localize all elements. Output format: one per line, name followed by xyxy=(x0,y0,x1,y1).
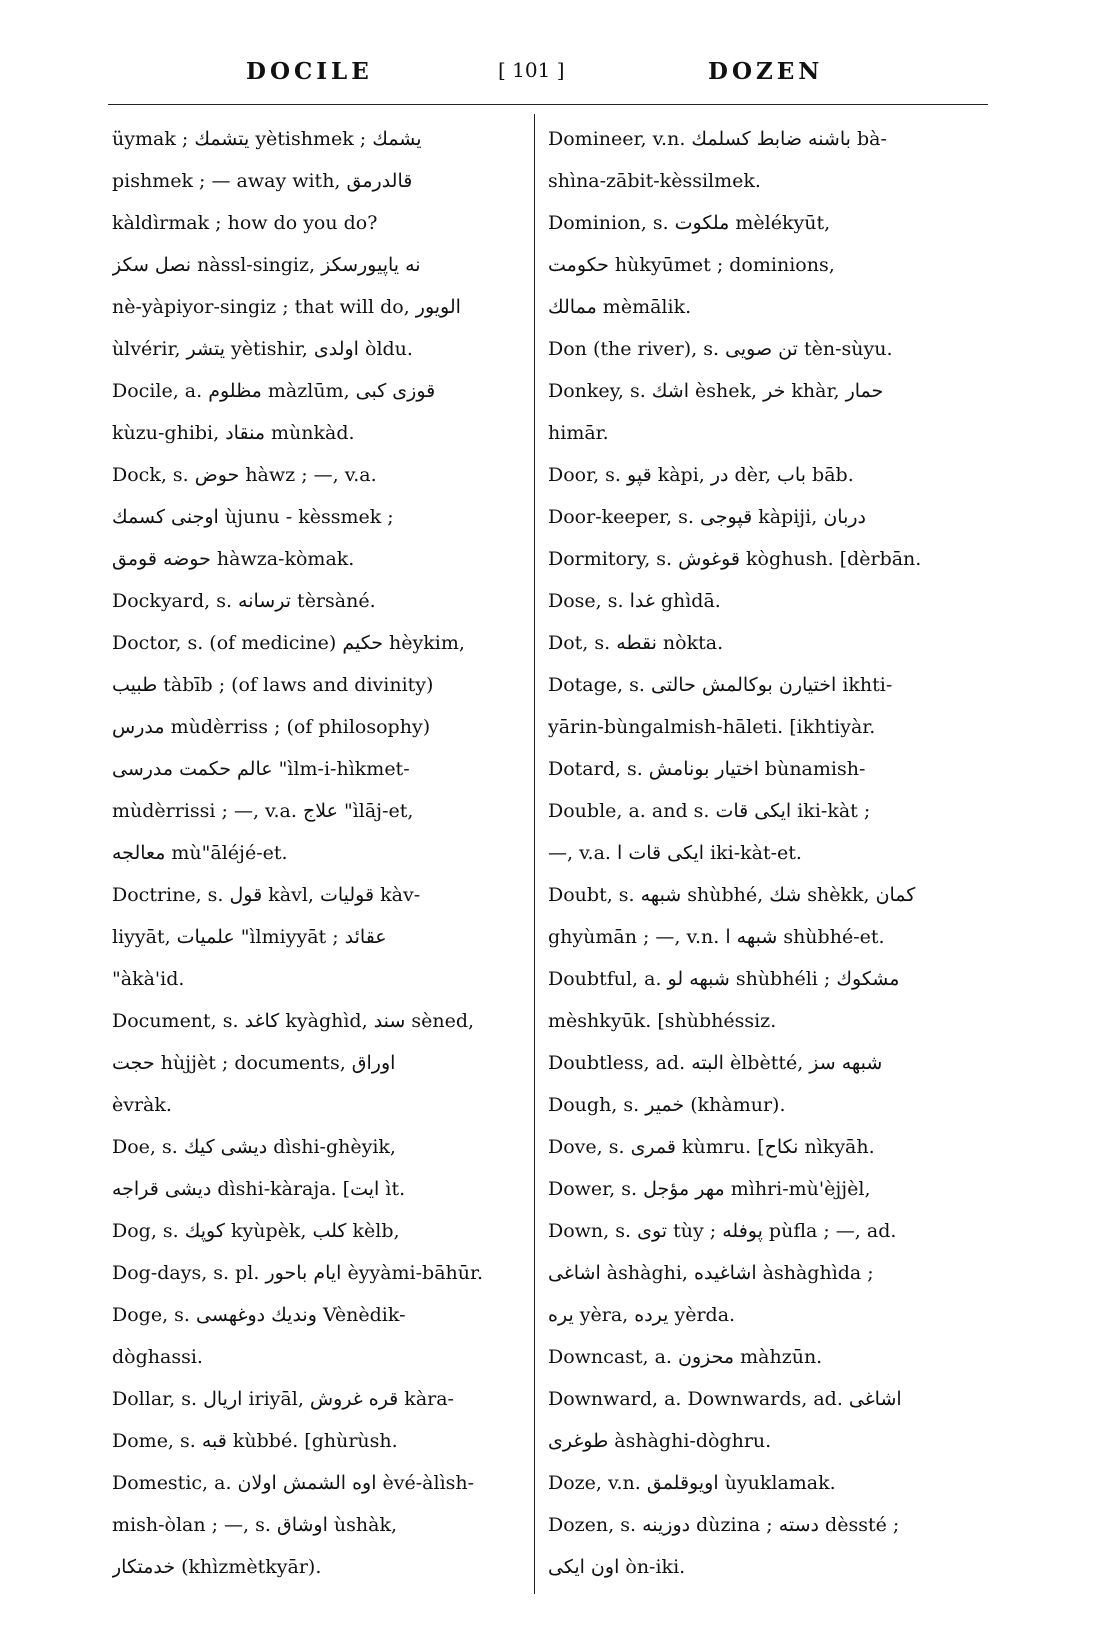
dictionary-line: Dot, s. نقطه nòkta. xyxy=(548,632,724,654)
dictionary-line: Dough, s. خمير (khàmur). xyxy=(548,1094,786,1116)
dictionary-line: Doctrine, s. قول kàvl, قوليات kàv- xyxy=(112,884,421,906)
dictionary-line: Dove, s. قمرى kùmru. [نكاح nìkyāh. xyxy=(548,1136,875,1158)
dictionary-line: kàldìrmak ; how do you do? xyxy=(112,212,378,234)
dictionary-line: اشاغى àshàghi, اشاغيده àshàghìda ; xyxy=(548,1262,874,1284)
dictionary-line: Dollar, s. اريال iriyāl, قره غروش kàra- xyxy=(112,1388,454,1410)
dictionary-line: Document, s. كاغد kyàghìd, سند sèned, xyxy=(112,1010,475,1032)
dictionary-line: Domineer, v.n. باشنه ضابط كسلمك bà- xyxy=(548,128,887,150)
dictionary-line: liyyāt, علميات "ìlmiyyāt ; عقائد xyxy=(112,926,387,948)
dictionary-line: Double, a. and s. ايكى قات iki-kàt ; xyxy=(548,800,871,822)
dictionary-line: Door, s. قپو kàpi, در dèr, باب bāb. xyxy=(548,464,854,486)
dictionary-line: ممالك mèmālik. xyxy=(548,296,692,318)
dictionary-line: shìna-zābit-kèssilmek. xyxy=(548,170,761,192)
dictionary-line: Dozen, s. دوزينه dùzina ; دسته dèssté ; xyxy=(548,1514,900,1536)
dictionary-line: حوضه قومق hàwza-kòmak. xyxy=(112,548,355,570)
dictionary-line: ghyùmān ; —, v.n. شبهه ا shùbhé-et. xyxy=(548,926,885,948)
dictionary-line: يره yèra, يرده yèrda. xyxy=(548,1304,736,1326)
dictionary-line: pishmek ; — away with, قالدرمق xyxy=(112,170,413,192)
dictionary-line: اون ايكى òn-iki. xyxy=(548,1556,686,1578)
dictionary-line: Docile, a. مظلوم màzlūm, قوزى كبى xyxy=(112,380,436,402)
dictionary-line: nè-yàpiyor-singiz ; that will do, الويور xyxy=(112,296,461,318)
dictionary-line: "àkà'id. xyxy=(112,968,185,990)
header-first-word: DOCILE xyxy=(246,58,373,85)
dictionary-line: yārin-bùngalmish-hāleti. [ikhtiyàr. xyxy=(548,716,876,738)
dictionary-line: مدرس mùdèrriss ; (of philosophy) xyxy=(112,716,431,738)
dictionary-line: dòghassi. xyxy=(112,1346,203,1368)
dictionary-line: Dormitory, s. قوغوش kòghush. [dèrbān. xyxy=(548,548,922,570)
dictionary-line: ùlvérir, يتشر yètishir, اولدى òldu. xyxy=(112,338,413,360)
dictionary-line: Downcast, a. محزون màhzūn. xyxy=(548,1346,823,1368)
header-rule xyxy=(108,104,988,105)
dictionary-line: Don (the river), s. تن صويى tèn-sùyu. xyxy=(548,338,893,360)
dictionary-line: Downward, a. Downwards, ad. اشاغى xyxy=(548,1388,902,1410)
dictionary-line: èvràk. xyxy=(112,1094,172,1116)
dictionary-line: Doge, s. ونديك دوغهسى Vènèdik- xyxy=(112,1304,406,1326)
dictionary-line: Door-keeper, s. قپوجى kàpiji, دربان xyxy=(548,506,866,528)
left-column xyxy=(112,118,518,1588)
dictionary-line: mish-òlan ; —, s. اوشاق ùshàk, xyxy=(112,1514,398,1536)
dictionary-line: Down, s. توى tùy ; پوفله pùfla ; —, ad. xyxy=(548,1220,897,1242)
dictionary-line: طبيب tàbīb ; (of laws and divinity) xyxy=(112,674,434,696)
dictionary-line: Dockyard, s. ترسانه tèrsàné. xyxy=(112,590,376,612)
right-column xyxy=(548,118,954,1588)
dictionary-line: Dose, s. غدا ghìdā. xyxy=(548,590,721,612)
header-last-word: DOZEN xyxy=(708,58,824,85)
dictionary-line: اوجنى كسمك ùjunu - kèssmek ; xyxy=(112,506,394,528)
column-divider xyxy=(534,114,535,1594)
dictionary-line: Dotage, s. اختيارن بوكالمش حالتى ikhti- xyxy=(548,674,893,696)
dictionary-line: Dominion, s. ملكوت mèlékyūt, xyxy=(548,212,831,234)
dictionary-line: طوغرى àshàghi-dòghru. xyxy=(548,1430,772,1452)
dictionary-line: Dog-days, s. pl. ايام باحور èyyàmi-bāhūr. xyxy=(112,1262,484,1284)
dictionary-line: himār. xyxy=(548,422,609,444)
dictionary-line: Dome, s. قبه kùbbé. [ghùrùsh. xyxy=(112,1430,398,1452)
dictionary-line: Doubtless, ad. البته èlbètté, شبهه سز xyxy=(548,1052,883,1074)
dictionary-line: حكومت hùkyūmet ; dominions, xyxy=(548,254,835,276)
dictionary-line: ديشى قراجه dìshi-kàraja. [ايت ìt. xyxy=(112,1178,406,1200)
dictionary-line: حجت hùjjèt ; documents, اوراق xyxy=(112,1052,396,1074)
dictionary-line: Dower, s. مهر مؤجل mìhri-mù'èjjèl, xyxy=(548,1178,871,1200)
dictionary-line: Domestic, a. اوه الشمش اولان èvé-àlìsh- xyxy=(112,1472,475,1494)
dictionary-line: Donkey, s. اشك èshek, خر khàr, حمار xyxy=(548,380,884,402)
dictionary-line: خدمتكار (khìzmètkyār). xyxy=(112,1556,322,1578)
dictionary-line: Doubt, s. شبهه shùbhé, شك shèkk, كمان xyxy=(548,884,916,906)
dictionary-line: Dotard, s. اختيار بونامش bùnamish- xyxy=(548,758,866,780)
dictionary-line: عالم حكمت مدرسى "ìlm-i-hìkmet- xyxy=(112,758,410,780)
dictionary-line: —, v.a. ايكى قات ا iki-kàt-et. xyxy=(548,842,802,864)
dictionary-line: نصل سكز nàssl-singiz, نه ياپيورسكز xyxy=(112,254,421,276)
dictionary-line: Dog, s. كوپك kyùpèk, كلب kèlb, xyxy=(112,1220,400,1242)
dictionary-line: mùdèrrissi ; —, v.a. علاج "ìlāj-et, xyxy=(112,800,414,822)
dictionary-line: üymak ; يتشمك yètishmek ; يشمك xyxy=(112,128,422,150)
dictionary-line: kùzu-ghibi, منقاد mùnkàd. xyxy=(112,422,355,444)
page-number: [ 101 ] xyxy=(498,58,565,82)
dictionary-line: Doubtful, a. شبهه لو shùbhéli ; مشكوك xyxy=(548,968,900,990)
dictionary-line: Doze, v.n. اويوقلمق ùyuklamak. xyxy=(548,1472,836,1494)
dictionary-line: Dock, s. حوض hàwz ; —, v.a. xyxy=(112,464,377,486)
running-header xyxy=(108,58,988,98)
dictionary-line: Doe, s. ديشى كيك dìshi-ghèyik, xyxy=(112,1136,396,1158)
dictionary-line: Doctor, s. (of medicine) حكيم hèykim, xyxy=(112,632,465,654)
dictionary-line: معالجه mù"āléjé-et. xyxy=(112,842,288,864)
dictionary-line: mèshkyūk. [shùbhéssiz. xyxy=(548,1010,777,1032)
